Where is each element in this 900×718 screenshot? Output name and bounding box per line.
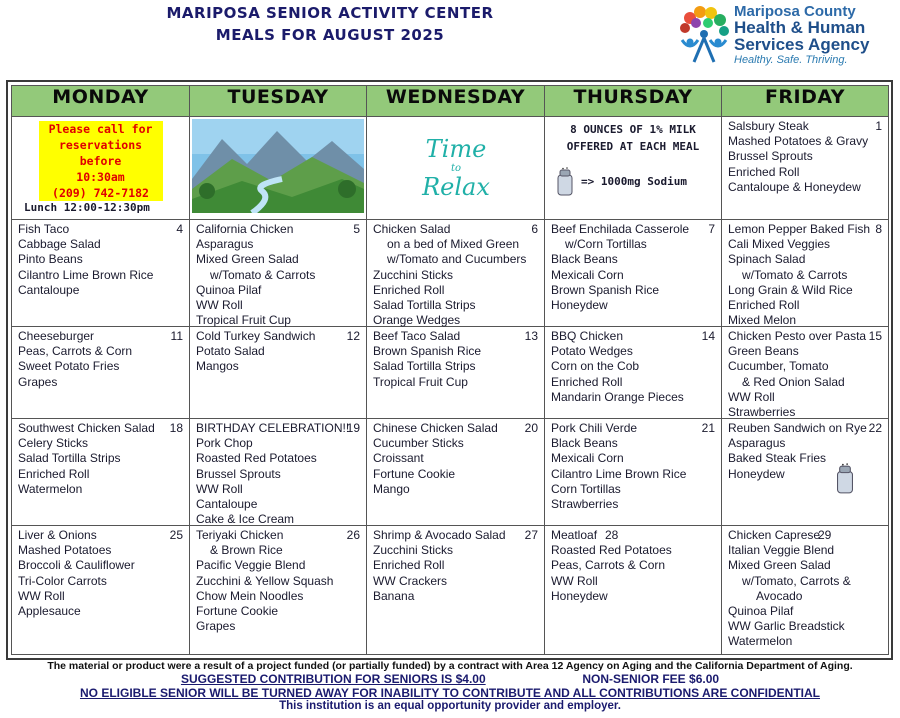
menu-item: Cantaloupe (18, 282, 80, 297)
agency-logo (676, 4, 896, 68)
cell-w1-tue (190, 117, 367, 220)
cell-w2-mon (12, 220, 190, 327)
menu-item: Croissant (373, 451, 424, 466)
menu-item: Sweet Potato Fries (18, 359, 120, 374)
menu-item: Brussel Sprouts (728, 149, 813, 164)
menu-item: Chicken Caprese (728, 528, 821, 542)
menu-item: Strawberries (728, 405, 796, 420)
menu-item: Cabbage Salad (18, 237, 101, 252)
menu-item: Watermelon (728, 634, 793, 649)
menu-item: Pacific Veggie Blend (196, 558, 306, 573)
menu-item: Cantaloupe (196, 497, 258, 512)
week-row-4 (12, 419, 889, 526)
menu-item: Pork Chili Verde (551, 421, 638, 435)
milk-line: OFFERED AT EACH MEAL (566, 140, 700, 153)
menu-item: Cucumber, Tomato (728, 359, 829, 374)
menu-item: Honeydew (551, 588, 608, 603)
menu-item: Enriched Roll (18, 466, 90, 481)
reservation-line: 10:30am (76, 170, 125, 184)
menu-item: Salad Tortilla Strips (373, 298, 476, 313)
svg-text:to: to (450, 163, 461, 174)
menu-item: Beef Enchilada Casserole (551, 222, 690, 236)
menu-item: Tropical Fruit Cup (196, 313, 291, 328)
day-number: 14 (701, 329, 715, 343)
menu-item: Honeydew (728, 466, 785, 481)
menu-item: & Brown Rice (210, 543, 283, 558)
menu-item: Tropical Fruit Cup (373, 374, 468, 389)
menu-item: Mixed Melon (728, 313, 797, 328)
day-number: 7 (708, 222, 715, 236)
header-tuesday: TUESDAY (190, 86, 367, 117)
cell-w4-mon (12, 419, 190, 526)
menu-item: Orange Wedges (373, 313, 461, 328)
mountain-landscape-image (192, 119, 364, 213)
day-number: 21 (701, 421, 715, 435)
menu-item: Enriched Roll (551, 374, 623, 389)
logo-tagline: Healthy. Safe. Thriving. (734, 54, 848, 66)
cell-w2-tue (190, 220, 367, 327)
menu-item: WW Roll (551, 573, 598, 588)
menu-item: Zucchini Sticks (373, 267, 454, 282)
menu-item: Italian Veggie Blend (728, 543, 835, 558)
menu-item: WW Crackers (373, 573, 447, 588)
contribution-line (0, 672, 900, 686)
menu-item: Brown Spanish Rice (373, 344, 482, 359)
menu-item: Mixed Green Salad (196, 252, 299, 267)
menu-item: Roasted Red Potatoes (551, 543, 672, 558)
menu-item: Fortune Cookie (196, 604, 279, 619)
menu-item: Quinoa Pilaf (196, 282, 262, 297)
cell-w5-wed (367, 526, 545, 655)
menu-item: Chinese Chicken Salad (373, 421, 498, 435)
cell-w4-thu (545, 419, 722, 526)
day-number: 6 (531, 222, 538, 236)
menu-item: Green Beans (728, 344, 799, 359)
menu-item: WW Roll (196, 298, 243, 313)
menu-item: Salad Tortilla Strips (373, 359, 476, 374)
menu-item: Applesauce (18, 604, 81, 619)
menu-item: Spinach Salad (728, 252, 806, 267)
week-row-3 (12, 327, 889, 419)
menu-item: Pork Chop (196, 436, 253, 451)
menu-item: Teriyaki Chicken (196, 528, 284, 542)
cell-w3-tue (190, 327, 367, 419)
menu-item: Fish Taco (18, 222, 70, 236)
day-number: 19 (346, 421, 360, 435)
menu-item: Reuben Sandwich on Rye (728, 421, 867, 435)
menu-item: Mashed Potatoes & Gravy (728, 134, 869, 149)
weekday-header-row (12, 86, 889, 117)
menu-item: Zucchini Sticks (373, 543, 454, 558)
menu-item: Enriched Roll (373, 282, 445, 297)
menu-item: Mashed Potatoes (18, 543, 112, 558)
menu-item: Cold Turkey Sandwich (196, 329, 316, 343)
menu-item: Strawberries (551, 497, 619, 512)
day-number: 4 (176, 222, 183, 236)
menu-item: Mango (373, 481, 410, 496)
salt-shaker-icon (555, 167, 575, 197)
menu-item: & Red Onion Salad (742, 374, 845, 389)
menu-item: WW Roll (18, 588, 65, 603)
no-turn-away-note: NO ELIGIBLE SENIOR WILL BE TURNED AWAY FOR INABILITY TO CONTRIBUTE AND ALL CONTRIBUTIONS ARE CONFIDENTIAL (79, 686, 820, 700)
menu-item: Baked Steak Fries (728, 451, 827, 466)
week-row-2 (12, 220, 889, 327)
lunch-hours: Lunch 12:00-12:30pm (24, 200, 150, 214)
header-thursday: THURSDAY (545, 86, 722, 117)
menu-item: Beef Taco Salad (373, 329, 461, 343)
menu-item: Cali Mixed Veggies (728, 237, 831, 252)
day-number: 12 (346, 329, 360, 343)
cell-w2-fri (722, 220, 889, 327)
menu-item: Mexicali Corn (551, 451, 624, 466)
menu-item: Asparagus (728, 436, 786, 451)
day-number: 27 (524, 528, 538, 542)
senior-contribution: SUGGESTED CONTRIBUTION FOR SENIORS IS $4.00 (180, 672, 486, 686)
time-to-relax-image (401, 127, 511, 207)
equal-opportunity-note: This institution is an equal opportunity provider and employer. (279, 700, 621, 712)
menu-item: Corn on the Cob (551, 359, 640, 374)
menu-item: Liver & Onions (18, 528, 97, 542)
cell-w3-mon (12, 327, 190, 419)
menu-item: Cucumber Sticks (373, 436, 464, 451)
menu-item: Lemon Pepper Baked Fish (728, 222, 871, 236)
menu-item: Watermelon (18, 481, 83, 496)
cell-w5-tue (190, 526, 367, 655)
menu-item: Shrimp & Avocado Salad (373, 528, 506, 542)
milk-line: 8 OUNCES OF 1% MILK (570, 123, 696, 136)
header-friday: FRIDAY (722, 86, 889, 117)
cell-w4-fri (722, 419, 889, 526)
menu-item: Zucchini & Yellow Squash (196, 573, 334, 588)
menu-item: Potato Salad (196, 344, 265, 359)
funding-note: The material or product were a result of a project funded (or partially funded) by a contract with Area 12 Agency on Aging and the California Department of Aging. (47, 660, 853, 672)
menu-item: WW Roll (728, 389, 775, 404)
menu-item: Enriched Roll (373, 558, 445, 573)
menu-item: Grapes (18, 374, 58, 389)
salt-shaker-icon (834, 463, 856, 495)
menu-item: Quinoa Pilaf (728, 604, 794, 619)
menu-item: Avocado (756, 588, 803, 603)
day-number: 15 (868, 329, 882, 343)
reservation-phone: (209) 742-7182 (52, 186, 149, 200)
week-row-1 (12, 117, 889, 220)
logo-line2: Health & Human (734, 18, 866, 37)
cell-w1-thu (545, 117, 722, 220)
cell-w1-fri (722, 117, 889, 220)
menu-item: California Chicken (196, 222, 294, 236)
menu-item: on a bed of Mixed Green (387, 237, 520, 252)
menu-item: Salad Tortilla Strips (18, 451, 121, 466)
menu-item: Mixed Green Salad (728, 558, 831, 573)
menu-item: BBQ Chicken (551, 329, 624, 343)
day-number: 5 (353, 222, 360, 236)
cell-w4-tue (190, 419, 367, 526)
cell-w2-wed (367, 220, 545, 327)
page-subtitle: MEALS FOR AUGUST 2025 (215, 26, 445, 44)
menu-item: Mangos (196, 359, 239, 374)
menu-item: BIRTHDAY CELEBRATION!! (196, 421, 350, 435)
menu-item: w/Tomato & Carrots (742, 267, 848, 282)
menu-item: Brown Spanish Rice (551, 282, 660, 297)
day-number: 22 (868, 421, 882, 435)
menu-item: Cilantro Lime Brown Rice (18, 267, 154, 282)
reservation-line: Please call for (48, 122, 153, 136)
cell-w3-thu (545, 327, 722, 419)
week-row-5 (12, 526, 889, 655)
menu-item: WW Garlic Breadstick (728, 619, 845, 634)
cell-w1-wed (367, 117, 545, 220)
day-number: 28 (605, 528, 619, 542)
menu-item: Fortune Cookie (373, 466, 456, 481)
day-number: 20 (524, 421, 538, 435)
non-senior-fee: NON-SENIOR FEE $6.00 (582, 672, 720, 686)
menu-item: Corn Tortillas (551, 481, 621, 496)
menu-item: Chow Mein Noodles (196, 588, 304, 603)
cell-w5-thu (545, 526, 722, 655)
menu-item: Honeydew (551, 298, 608, 313)
menu-item: Enriched Roll (728, 298, 800, 313)
page-title: MARIPOSA SENIOR ACTIVITY CENTER (166, 4, 494, 22)
menu-item: Banana (373, 588, 415, 603)
menu-item: Southwest Chicken Salad (18, 421, 155, 435)
menu-item: Mexicali Corn (551, 267, 624, 282)
menu-item: Meatloaf (551, 528, 598, 542)
menu-item: Grapes (196, 619, 236, 634)
cell-w4-wed (367, 419, 545, 526)
menu-item: Broccoli & Cauliflower (18, 558, 135, 573)
menu-item: WW Roll (196, 481, 243, 496)
menu-item: Peas, Carrots & Corn (551, 558, 666, 573)
menu-item: Cheeseburger (18, 329, 95, 343)
cell-w5-mon (12, 526, 190, 655)
milk-note (545, 121, 721, 155)
menu-item: Roasted Red Potatoes (196, 451, 317, 466)
cell-w1-mon (12, 117, 190, 220)
cell-w3-fri (722, 327, 889, 419)
cell-w2-thu (545, 220, 722, 327)
logo-line1: Mariposa County (734, 3, 856, 20)
menu-item: w/Tomato and Cucumbers (387, 252, 527, 267)
sodium-label: => 1000mg Sodium (581, 175, 687, 189)
menu-item: Black Beans (551, 252, 618, 267)
sodium-note (545, 167, 721, 197)
menu-item: Tri-Color Carrots (18, 573, 107, 588)
menu-item: w/Tomato & Carrots (210, 267, 316, 282)
menu-calendar (6, 80, 893, 660)
logo-line3: Services Agency (734, 35, 870, 54)
header-wednesday: WEDNESDAY (367, 86, 545, 117)
menu-item: Chicken Pesto over Pasta (728, 329, 867, 343)
day-number: 29 (818, 528, 832, 542)
day-number: 8 (875, 222, 882, 236)
day-number: 1 (875, 119, 882, 133)
reservation-line: reservations before (58, 138, 143, 168)
day-number: 26 (346, 528, 360, 542)
menu-item: Black Beans (551, 436, 618, 451)
menu-item: Mandarin Orange Pieces (551, 389, 684, 404)
menu-item: Celery Sticks (18, 436, 89, 451)
menu-item: Chicken Salad (373, 222, 451, 236)
menu-item: Salsbury Steak (728, 119, 809, 133)
menu-item: Pinto Beans (18, 252, 83, 267)
menu-item: Long Grain & Wild Rice (728, 282, 853, 297)
menu-item: w/Corn Tortillas (565, 237, 647, 252)
header-monday: MONDAY (12, 86, 190, 117)
menu-item: Enriched Roll (728, 164, 800, 179)
menu-item: w/Tomato, Carrots & (742, 573, 851, 588)
day-number: 25 (169, 528, 183, 542)
day-number: 13 (524, 329, 538, 343)
family-tree-icon (676, 4, 732, 66)
menu-item: Cantaloupe & Honeydew (728, 179, 861, 194)
menu-item: Cake & Ice Cream (196, 512, 295, 527)
menu-item: Peas, Carrots & Corn (18, 344, 133, 359)
day-number: 11 (170, 329, 183, 343)
menu-table (11, 85, 889, 655)
menu-item: Potato Wedges (551, 344, 633, 359)
reservation-note (39, 121, 163, 201)
menu-item: Brussel Sprouts (196, 466, 281, 481)
menu-item: Asparagus (196, 237, 254, 252)
svg-text:Time: Time (425, 135, 486, 163)
menu-item: Cilantro Lime Brown Rice (551, 466, 687, 481)
day-number: 18 (169, 421, 183, 435)
cell-w3-wed (367, 327, 545, 419)
svg-text:Relax: Relax (421, 173, 490, 201)
cell-w5-fri (722, 526, 889, 655)
